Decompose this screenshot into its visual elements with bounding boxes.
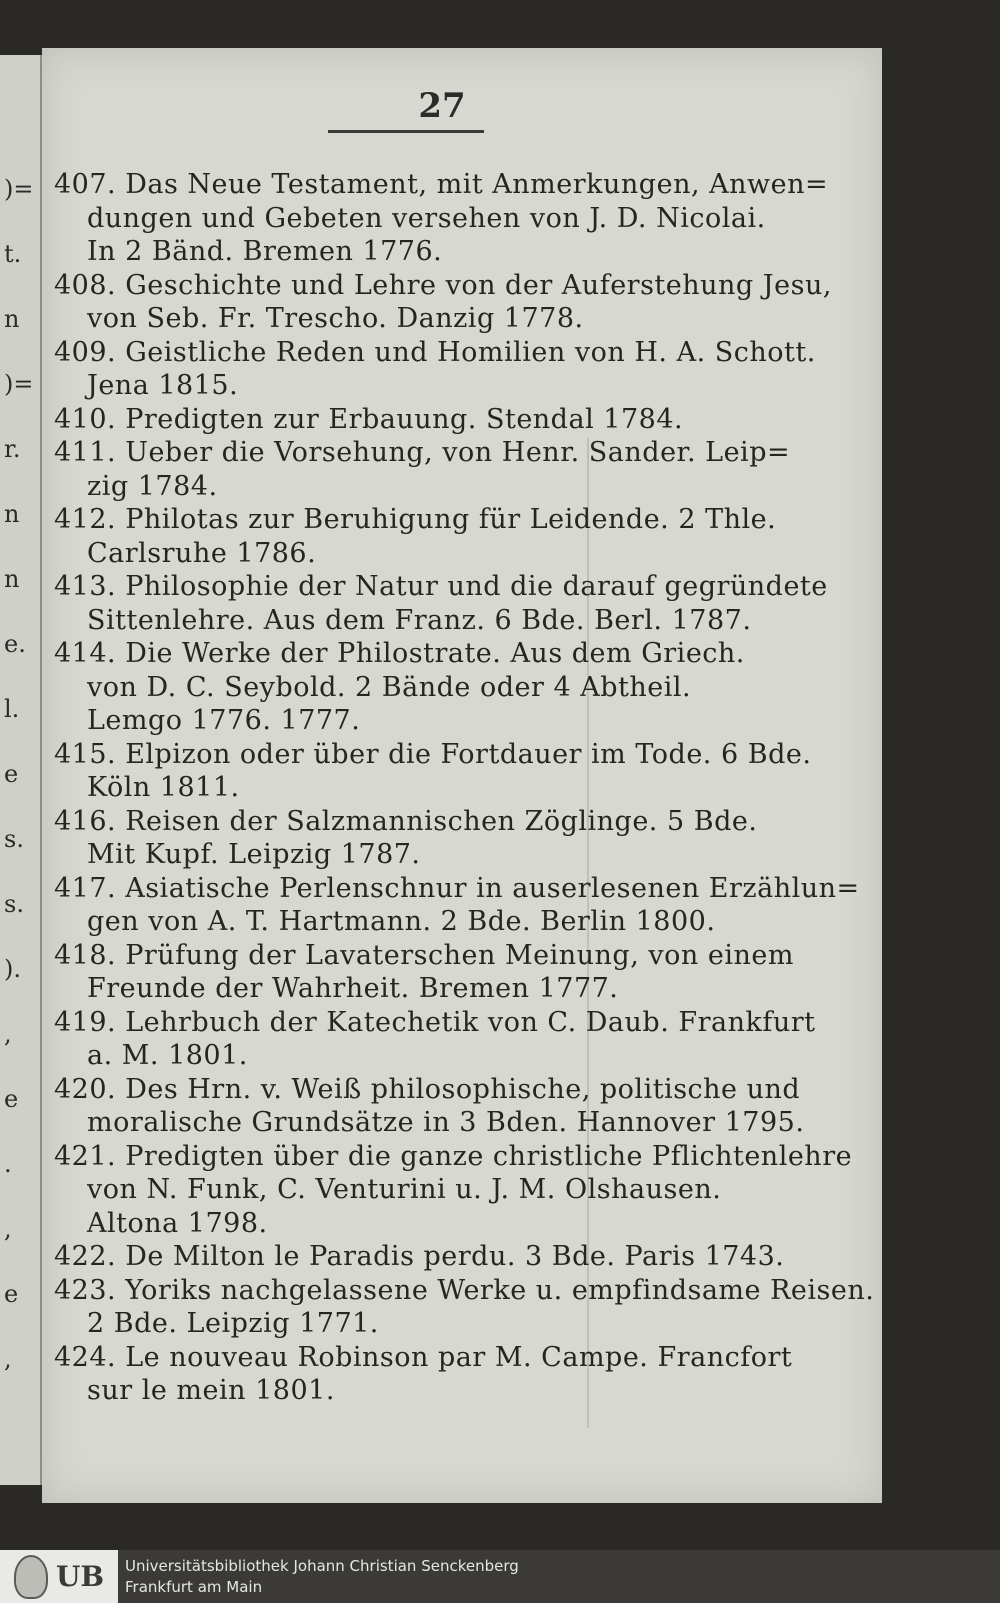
catalog-entry [54, 939, 814, 1006]
left-page-text-fragment: s. [4, 890, 24, 918]
catalog-entry [54, 1140, 853, 1241]
catalog-entry [54, 570, 828, 637]
catalog-entry [54, 738, 814, 805]
catalog-entry [54, 637, 814, 738]
entry-first-line: 414. Die Werke der Philostrate. Aus dem Griech. [54, 638, 745, 669]
catalog-entry [54, 269, 832, 336]
entry-continuation-line: Köln 1811. [87, 772, 240, 803]
entry-continuation-line: zig 1784. [87, 470, 218, 502]
catalog-entry [54, 336, 814, 403]
left-page-text-fragment: e [4, 1085, 19, 1113]
catalog-entry [54, 436, 814, 503]
entry-first-line: 422. De Milton le Paradis perdu. 3 Bde. Paris 1743. [54, 1241, 785, 1272]
left-page-text-fragment: s. [4, 825, 24, 853]
catalog-entry [54, 1341, 814, 1408]
entry-continuation-line: Jena 1815. [87, 370, 239, 401]
entry-first-line: 419. Lehrbuch der Katechetik von C. Daub. Frankfurt [54, 1006, 816, 1038]
catalog-entry [54, 1240, 814, 1274]
catalog-entry [54, 1073, 814, 1140]
left-page-text-fragment: e [4, 760, 19, 788]
left-page-text-fragment: l. [4, 695, 20, 723]
entry-continuation-line: moralische Grundsätze in 3 Bden. Hannover 1795. [87, 1107, 805, 1138]
entry-continuation-line: von D. C. Seybold. 2 Bände oder 4 Abtheil. [87, 671, 692, 703]
left-page-text-fragment: n [4, 305, 20, 333]
entry-continuation-line: Lemgo 1776. 1777. [87, 705, 361, 736]
left-page-text-fragment: r. [4, 435, 21, 463]
ub-logo-text: UB [56, 1560, 105, 1593]
ub-logo[interactable] [0, 1550, 118, 1603]
entry-first-line: 410. Predigten zur Erbauung. Stendal 1784. [54, 403, 684, 435]
catalog-entry [54, 503, 814, 570]
entry-first-line: 412. Philotas zur Beruhigung für Leidende. 2 Thle. [54, 504, 777, 535]
footer-institution: Universitätsbibliothek Johann Christian Senckenberg [125, 1557, 519, 1575]
left-page-text-fragment: t. [4, 240, 22, 268]
entry-continuation-line: Carlsruhe 1786. [87, 537, 317, 569]
entry-first-line: 416. Reisen der Salzmannischen Zöglinge. 5 Bde. [54, 805, 758, 837]
entry-continuation-line: dungen und Gebeten versehen von J. D. Nicolai. [87, 202, 766, 234]
library-footer-bar [0, 1550, 1000, 1603]
left-page-text-fragment: , [4, 1215, 12, 1243]
entry-continuation-line: a. M. 1801. [87, 1040, 248, 1071]
catalog-entry [54, 1274, 875, 1341]
senckenberg-portrait-icon [14, 1555, 48, 1599]
left-page-text-fragment: n [4, 500, 20, 528]
catalog-entry-list [54, 168, 875, 1408]
entry-continuation-line: Sittenlehre. Aus dem Franz. 6 Bde. Berl. 1787. [87, 604, 752, 636]
entry-first-line: 418. Prüfung der Lavaterschen Meinung, von einem [54, 939, 794, 971]
catalog-entry [54, 805, 814, 872]
left-page-text-fragment: e. [4, 630, 26, 658]
left-page-text-fragment: ). [4, 955, 21, 983]
catalog-entry [54, 403, 814, 437]
entry-first-line: 407. Das Neue Testament, mit Anmerkungen, Anwen= [54, 169, 829, 200]
entry-first-line: 411. Ueber die Vorsehung, von Henr. Sander. Leip= [54, 437, 791, 468]
left-page-text-fragment: )= [4, 175, 34, 203]
entry-continuation-line: Mit Kupf. Leipzig 1787. [87, 839, 421, 870]
entry-first-line: 423. Yoriks nachgelassene Werke u. empfindsame Reisen. [54, 1274, 875, 1306]
page-number-rule [328, 130, 484, 133]
entry-continuation-line: 2 Bde. Leipzig 1771. [87, 1308, 379, 1339]
book-page [42, 48, 882, 1503]
entry-first-line: 420. Des Hrn. v. Weiß philosophische, politische und [54, 1073, 801, 1105]
catalog-entry [54, 168, 829, 269]
entry-continuation-line: Altona 1798. [87, 1207, 268, 1239]
footer-location: Frankfurt am Main [125, 1578, 263, 1596]
entry-continuation-line: von Seb. Fr. Trescho. Danzig 1778. [87, 303, 584, 334]
entry-first-line: 415. Elpizon oder über die Fortdauer im Tode. 6 Bde. [54, 738, 812, 770]
entry-first-line: 424. Le nouveau Robinson par M. Campe. Francfort [54, 1341, 793, 1373]
catalog-entry [54, 872, 860, 939]
entry-continuation-line: Freunde der Wahrheit. Bremen 1777. [87, 973, 619, 1004]
entry-first-line: 409. Geistliche Reden und Homilien von H. A. Schott. [54, 336, 816, 368]
left-page-text-fragment: e [4, 1280, 19, 1308]
left-page-edge [0, 55, 43, 1485]
entry-first-line: 413. Philosophie der Natur und die darauf gegründete [54, 571, 828, 602]
entry-first-line: 421. Predigten über die ganze christliche Pflichtenlehre [54, 1140, 853, 1172]
left-page-text-fragment: , [4, 1345, 12, 1373]
entry-first-line: 408. Geschichte und Lehre von der Auferstehung Jesu, [54, 269, 832, 301]
left-page-text-fragment: n [4, 565, 20, 593]
footer-caption [125, 1556, 519, 1598]
left-page-text-fragment: , [4, 1020, 12, 1048]
entry-continuation-line: von N. Funk, C. Venturini u. J. M. Olshausen. [87, 1174, 722, 1205]
catalog-entry [54, 1006, 814, 1073]
entry-continuation-line: In 2 Bänd. Bremen 1776. [87, 236, 443, 267]
page-number: 27 [418, 86, 466, 126]
entry-continuation-line: gen von A. T. Hartmann. 2 Bde. Berlin 1800. [87, 906, 716, 937]
left-page-text-fragment: . [4, 1150, 12, 1178]
entry-first-line: 417. Asiatische Perlenschnur in auserlesenen Erzählun= [54, 872, 860, 904]
entry-continuation-line: sur le mein 1801. [87, 1375, 335, 1406]
left-page-text-fragment: )= [4, 370, 34, 398]
